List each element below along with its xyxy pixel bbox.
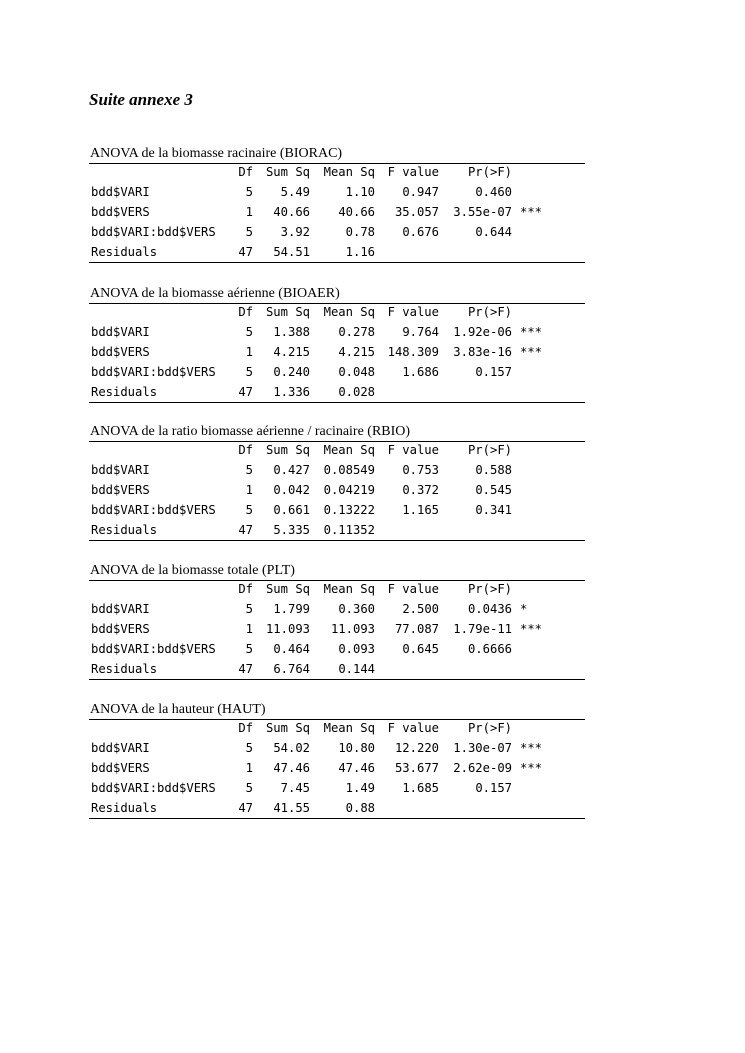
header-mean-sq: Mean Sq: [323, 305, 375, 319]
f-value-cell: 1.686: [402, 365, 439, 379]
f-value-cell: 2.500: [402, 602, 439, 616]
header-pr-f: Pr(>F): [467, 165, 512, 179]
pr-f-cell: 0.341: [475, 503, 512, 517]
header-pr-f: Pr(>F): [467, 582, 512, 596]
table-header-row: [89, 442, 585, 460]
f-value-cell: 0.947: [402, 185, 439, 199]
df-cell: 1: [245, 761, 253, 775]
df-cell: 1: [245, 205, 253, 219]
header-sum-sq: Sum Sq: [265, 721, 310, 735]
pr-f-cell: 3.55e-07: [453, 205, 512, 219]
df-cell: 47: [238, 662, 253, 676]
mean-sq-cell: 1.16: [345, 245, 375, 259]
table-row: [89, 202, 585, 222]
sum-sq-cell: 0.427: [273, 463, 310, 477]
term-cell: bdd$VARI: [91, 463, 150, 477]
sum-sq-cell: 0.661: [273, 503, 310, 517]
table-row: [89, 460, 585, 480]
table-bottom-rule: [89, 679, 585, 680]
f-value-cell: 9.764: [402, 325, 439, 339]
table-row: [89, 778, 585, 798]
pr-f-cell: 0.157: [475, 781, 512, 795]
table-row: [89, 500, 585, 520]
table-row: [89, 382, 585, 402]
mean-sq-cell: 0.11352: [323, 523, 375, 537]
pr-f-cell: 1.79e-11: [453, 622, 512, 636]
term-cell: bdd$VERS: [91, 205, 150, 219]
term-cell: bdd$VERS: [91, 483, 150, 497]
f-value-cell: 0.645: [402, 642, 439, 656]
sum-sq-cell: 7.45: [280, 781, 310, 795]
term-cell: bdd$VERS: [91, 622, 150, 636]
term-cell: bdd$VARI:bdd$VERS: [91, 503, 216, 517]
header-mean-sq: Mean Sq: [323, 582, 375, 596]
term-cell: Residuals: [91, 385, 158, 399]
header-sum-sq: Sum Sq: [265, 165, 310, 179]
mean-sq-cell: 0.278: [338, 325, 375, 339]
term-cell: bdd$VARI:bdd$VERS: [91, 781, 216, 795]
table-row: [89, 619, 585, 639]
mean-sq-cell: 11.093: [330, 622, 375, 636]
term-cell: bdd$VARI: [91, 185, 150, 199]
table-bottom-rule: [89, 540, 585, 541]
table-row: [89, 242, 585, 262]
table-row: [89, 659, 585, 679]
f-value-cell: 0.372: [402, 483, 439, 497]
mean-sq-cell: 0.78: [345, 225, 375, 239]
table-row: [89, 798, 585, 818]
table-header-row: [89, 164, 585, 182]
header-f-value: F value: [387, 582, 439, 596]
significance-code: *: [520, 602, 528, 616]
sum-sq-cell: 0.042: [273, 483, 310, 497]
pr-f-cell: 0.0436: [467, 602, 512, 616]
mean-sq-cell: 0.08549: [323, 463, 375, 477]
header-df: Df: [238, 443, 253, 457]
header-pr-f: Pr(>F): [467, 721, 512, 735]
df-cell: 1: [245, 483, 253, 497]
table-row: [89, 222, 585, 242]
pr-f-cell: 3.83e-16: [453, 345, 512, 359]
page-heading: Suite annexe 3: [89, 90, 193, 109]
significance-code: ***: [520, 622, 543, 636]
significance-code: ***: [520, 205, 543, 219]
term-cell: bdd$VARI:bdd$VERS: [91, 225, 216, 239]
anova-table: [89, 286, 585, 403]
df-cell: 5: [245, 741, 253, 755]
anova-table: [89, 702, 585, 819]
mean-sq-cell: 10.80: [338, 741, 375, 755]
header-df: Df: [238, 582, 253, 596]
term-cell: bdd$VERS: [91, 761, 150, 775]
significance-code: ***: [520, 761, 543, 775]
pr-f-cell: 2.62e-09: [453, 761, 512, 775]
sum-sq-cell: 0.240: [273, 365, 310, 379]
header-mean-sq: Mean Sq: [323, 443, 375, 457]
anova-table: [89, 563, 585, 680]
df-cell: 5: [245, 225, 253, 239]
table-row: [89, 342, 585, 362]
table-row: [89, 182, 585, 202]
df-cell: 5: [245, 185, 253, 199]
sum-sq-cell: 54.02: [273, 741, 310, 755]
term-cell: bdd$VARI:bdd$VERS: [91, 365, 216, 379]
anova-table-title: ANOVA de la biomasse totale (PLT): [90, 563, 295, 578]
sum-sq-cell: 1.799: [273, 602, 310, 616]
anova-table-title: ANOVA de la ratio biomasse aérienne / racinaire (RBIO): [90, 424, 411, 439]
mean-sq-cell: 0.04219: [323, 483, 375, 497]
anova-table-title: ANOVA de la hauteur (HAUT): [90, 702, 266, 717]
df-cell: 47: [238, 523, 253, 537]
anova-table: [89, 424, 585, 541]
table-row: [89, 362, 585, 382]
header-sum-sq: Sum Sq: [265, 443, 310, 457]
f-value-cell: 0.753: [402, 463, 439, 477]
term-cell: bdd$VARI: [91, 741, 150, 755]
header-sum-sq: Sum Sq: [265, 582, 310, 596]
df-cell: 47: [238, 801, 253, 815]
sum-sq-cell: 6.764: [273, 662, 310, 676]
table-row: [89, 639, 585, 659]
table-header-row: [89, 720, 585, 738]
sum-sq-cell: 3.92: [280, 225, 310, 239]
df-cell: 1: [245, 622, 253, 636]
term-cell: Residuals: [91, 801, 158, 815]
mean-sq-cell: 40.66: [338, 205, 375, 219]
f-value-cell: 1.165: [402, 503, 439, 517]
sum-sq-cell: 54.51: [273, 245, 310, 259]
f-value-cell: 35.057: [394, 205, 439, 219]
significance-code: ***: [520, 741, 543, 755]
sum-sq-cell: 40.66: [273, 205, 310, 219]
df-cell: 5: [245, 602, 253, 616]
header-pr-f: Pr(>F): [467, 443, 512, 457]
term-cell: bdd$VARI: [91, 602, 150, 616]
header-f-value: F value: [387, 721, 439, 735]
mean-sq-cell: 0.093: [338, 642, 375, 656]
df-cell: 5: [245, 503, 253, 517]
df-cell: 5: [245, 365, 253, 379]
header-mean-sq: Mean Sq: [323, 165, 375, 179]
sum-sq-cell: 47.46: [273, 761, 310, 775]
f-value-cell: 77.087: [394, 622, 439, 636]
sum-sq-cell: 5.335: [273, 523, 310, 537]
table-row: [89, 322, 585, 342]
table-bottom-rule: [89, 818, 585, 819]
mean-sq-cell: 0.88: [345, 801, 375, 815]
sum-sq-cell: 41.55: [273, 801, 310, 815]
header-mean-sq: Mean Sq: [323, 721, 375, 735]
significance-code: ***: [520, 345, 543, 359]
pr-f-cell: 0.157: [475, 365, 512, 379]
sum-sq-cell: 5.49: [280, 185, 310, 199]
df-cell: 5: [245, 781, 253, 795]
table-row: [89, 520, 585, 540]
header-f-value: F value: [387, 165, 439, 179]
pr-f-cell: 0.460: [475, 185, 512, 199]
term-cell: Residuals: [91, 245, 158, 259]
table-row: [89, 738, 585, 758]
header-df: Df: [238, 165, 253, 179]
header-f-value: F value: [387, 443, 439, 457]
mean-sq-cell: 0.360: [338, 602, 375, 616]
f-value-cell: 0.676: [402, 225, 439, 239]
f-value-cell: 148.309: [387, 345, 439, 359]
f-value-cell: 12.220: [394, 741, 439, 755]
header-f-value: F value: [387, 305, 439, 319]
table-bottom-rule: [89, 402, 585, 403]
term-cell: bdd$VARI:bdd$VERS: [91, 642, 216, 656]
term-cell: bdd$VARI: [91, 325, 150, 339]
sum-sq-cell: 1.388: [273, 325, 310, 339]
mean-sq-cell: 0.13222: [323, 503, 375, 517]
mean-sq-cell: 47.46: [338, 761, 375, 775]
df-cell: 1: [245, 345, 253, 359]
df-cell: 47: [238, 385, 253, 399]
pr-f-cell: 0.644: [475, 225, 512, 239]
table-header-row: [89, 304, 585, 322]
mean-sq-cell: 1.49: [345, 781, 375, 795]
table-row: [89, 599, 585, 619]
term-cell: Residuals: [91, 662, 158, 676]
table-header-row: [89, 581, 585, 599]
pr-f-cell: 0.545: [475, 483, 512, 497]
mean-sq-cell: 4.215: [338, 345, 375, 359]
table-row: [89, 480, 585, 500]
f-value-cell: 53.677: [394, 761, 439, 775]
term-cell: Residuals: [91, 523, 158, 537]
header-df: Df: [238, 721, 253, 735]
header-pr-f: Pr(>F): [467, 305, 512, 319]
pr-f-cell: 1.92e-06: [453, 325, 512, 339]
df-cell: 5: [245, 325, 253, 339]
term-cell: bdd$VERS: [91, 345, 150, 359]
pr-f-cell: 0.588: [475, 463, 512, 477]
mean-sq-cell: 0.028: [338, 385, 375, 399]
anova-table: [89, 146, 585, 263]
header-df: Df: [238, 305, 253, 319]
sum-sq-cell: 0.464: [273, 642, 310, 656]
table-row: [89, 758, 585, 778]
df-cell: 5: [245, 642, 253, 656]
sum-sq-cell: 4.215: [273, 345, 310, 359]
df-cell: 47: [238, 245, 253, 259]
sum-sq-cell: 1.336: [273, 385, 310, 399]
anova-table-title: ANOVA de la biomasse aérienne (BIOAER): [90, 286, 340, 301]
f-value-cell: 1.685: [402, 781, 439, 795]
pr-f-cell: 1.30e-07: [453, 741, 512, 755]
mean-sq-cell: 0.144: [338, 662, 375, 676]
sum-sq-cell: 11.093: [265, 622, 310, 636]
pr-f-cell: 0.6666: [467, 642, 512, 656]
df-cell: 5: [245, 463, 253, 477]
significance-code: ***: [520, 325, 543, 339]
mean-sq-cell: 0.048: [338, 365, 375, 379]
mean-sq-cell: 1.10: [345, 185, 375, 199]
header-sum-sq: Sum Sq: [265, 305, 310, 319]
anova-table-title: ANOVA de la biomasse racinaire (BIORAC): [90, 146, 343, 161]
table-bottom-rule: [89, 262, 585, 263]
